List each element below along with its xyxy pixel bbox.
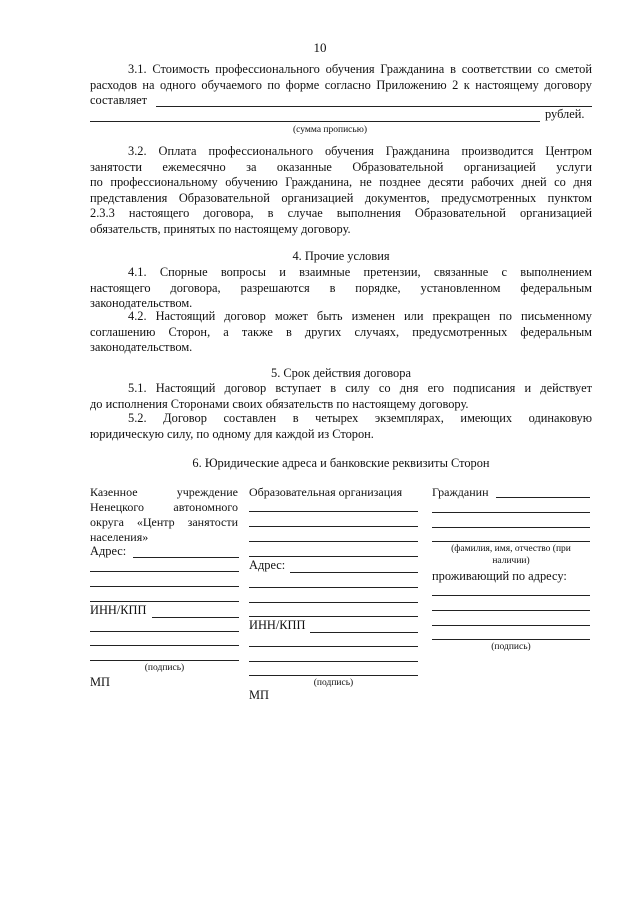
party-2-stamp: МП	[249, 688, 269, 702]
party-2-address-label: Адрес:	[249, 558, 286, 572]
text-line: настоящего договора, разрешаются в порядке, установленном федеральным	[90, 280, 592, 295]
section-4-title: 4. Прочие условия	[292, 249, 390, 263]
blank-line	[432, 527, 590, 528]
party-2-name: Образовательная организация	[249, 485, 403, 499]
amount-words-line	[90, 121, 540, 122]
blank-line	[432, 512, 590, 513]
blank-line	[432, 625, 590, 626]
party-1-stamp: МП	[90, 675, 110, 689]
section-6-title: 6. Юридические адреса и банковские реквизиты Сторон	[192, 456, 490, 470]
clause-4-2	[90, 309, 592, 356]
blank-line	[249, 646, 418, 647]
text-line: до исполнения Сторонами своих обязательств по настоящему договору.	[90, 396, 469, 411]
blank-line	[290, 572, 418, 573]
party-3-name: Гражданин	[432, 485, 489, 499]
blank-line	[133, 557, 239, 558]
party-3-signature-caption: (подпись)	[491, 642, 531, 652]
text-line: Ненецкого автономного	[90, 500, 238, 514]
text-line: округа «Центр занятости	[90, 515, 238, 529]
text-line: Казенное учреждение	[90, 485, 238, 499]
blank-line	[90, 601, 239, 602]
party-1-address-label: Адрес:	[90, 544, 127, 558]
text-line: 5.2. Договор составлен в четырех экземплярах, имеющих одинаковую	[128, 411, 592, 425]
clause-5-2	[90, 411, 592, 442]
blank-line	[249, 541, 418, 542]
text-line: по профессиональному обучению Гражданина, не позднее десяти рабочих дней со дня	[90, 175, 592, 190]
blank-line	[90, 645, 239, 646]
blank-line	[249, 616, 418, 617]
blank-line	[90, 571, 239, 572]
cost-blank-line	[156, 106, 592, 107]
party-1-name	[90, 485, 238, 545]
blank-line	[249, 602, 418, 603]
text-line: юридическую силу, по одному для каждой из Сторон.	[90, 426, 374, 441]
text-line: расходов на одного обучаемого по форме согласно Приложению 2 к настоящему договору	[90, 77, 592, 92]
blank-line	[432, 610, 590, 611]
signature-line	[432, 639, 590, 640]
text-line: законодательством.	[90, 296, 193, 311]
page-number: 10	[313, 40, 327, 55]
text-line: 2.3.3 настоящего договора, в случае выполнения Образовательной организацией	[90, 206, 592, 221]
party-2-inn-label: ИНН/КПП	[249, 618, 306, 632]
signature-line	[90, 660, 239, 661]
text-line: законодательством.	[90, 340, 193, 355]
section-5-title: 5. Срок действия договора	[271, 366, 411, 380]
amount-caption: (сумма прописью)	[293, 125, 367, 135]
blank-line	[249, 587, 418, 588]
text-line: занятости ежемесячно за оказанные Образовательной организацией услуги	[90, 159, 592, 174]
signature-line	[249, 675, 418, 676]
clause-4-1	[90, 265, 592, 312]
blank-line	[496, 497, 590, 498]
cost-line	[90, 93, 592, 109]
text-line: 4.2. Настоящий договор может быть изменен или прекращен по письменному	[128, 309, 592, 323]
text-line: 4.1. Спорные вопросы и взаимные претензии, связанные с выполнением	[128, 265, 592, 279]
party-3-residing-label: проживающий по адресу:	[432, 569, 567, 583]
text-line: представления Образовательной организацией документов, предусмотренных пунктом	[90, 190, 592, 205]
cost-label: составляет	[90, 93, 148, 108]
clause-3-2	[90, 144, 592, 238]
clause-3-1	[90, 62, 592, 109]
clause-5-1	[90, 381, 592, 412]
text-line: 3.1. Стоимость профессионального обучения Гражданина в соответствии со сметой	[128, 62, 592, 76]
blank-line	[152, 617, 239, 618]
blank-line	[432, 541, 590, 542]
blank-line	[249, 661, 418, 662]
text-line: населения»	[90, 530, 149, 544]
blank-line	[249, 556, 418, 557]
blank-line	[90, 631, 239, 632]
text-line: соглашению Сторон, а также в других случаях, предусмотренных федеральным	[90, 324, 592, 339]
text-line: обязательств, принятых по настоящему договору.	[90, 221, 351, 236]
blank-line	[90, 586, 239, 587]
party-2-signature-caption: (подпись)	[313, 678, 354, 688]
text-line: 3.2. Оплата профессионального обучения Гражданина производится Центром	[128, 144, 592, 158]
fio-caption-line-2: наличии)	[492, 556, 530, 566]
blank-line	[310, 632, 418, 633]
blank-line	[249, 526, 418, 527]
rubles-label: рублей.	[545, 107, 585, 121]
party-1-signature-caption: (подпись)	[144, 663, 185, 673]
blank-line	[432, 595, 590, 596]
text-line: 5.1. Настоящий договор вступает в силу со дня его подписания и действует	[128, 381, 592, 395]
fio-caption-line-1: (фамилия, имя, отчество (при	[451, 544, 571, 554]
blank-line	[249, 511, 418, 512]
party-1-inn-label: ИНН/КПП	[90, 603, 147, 617]
